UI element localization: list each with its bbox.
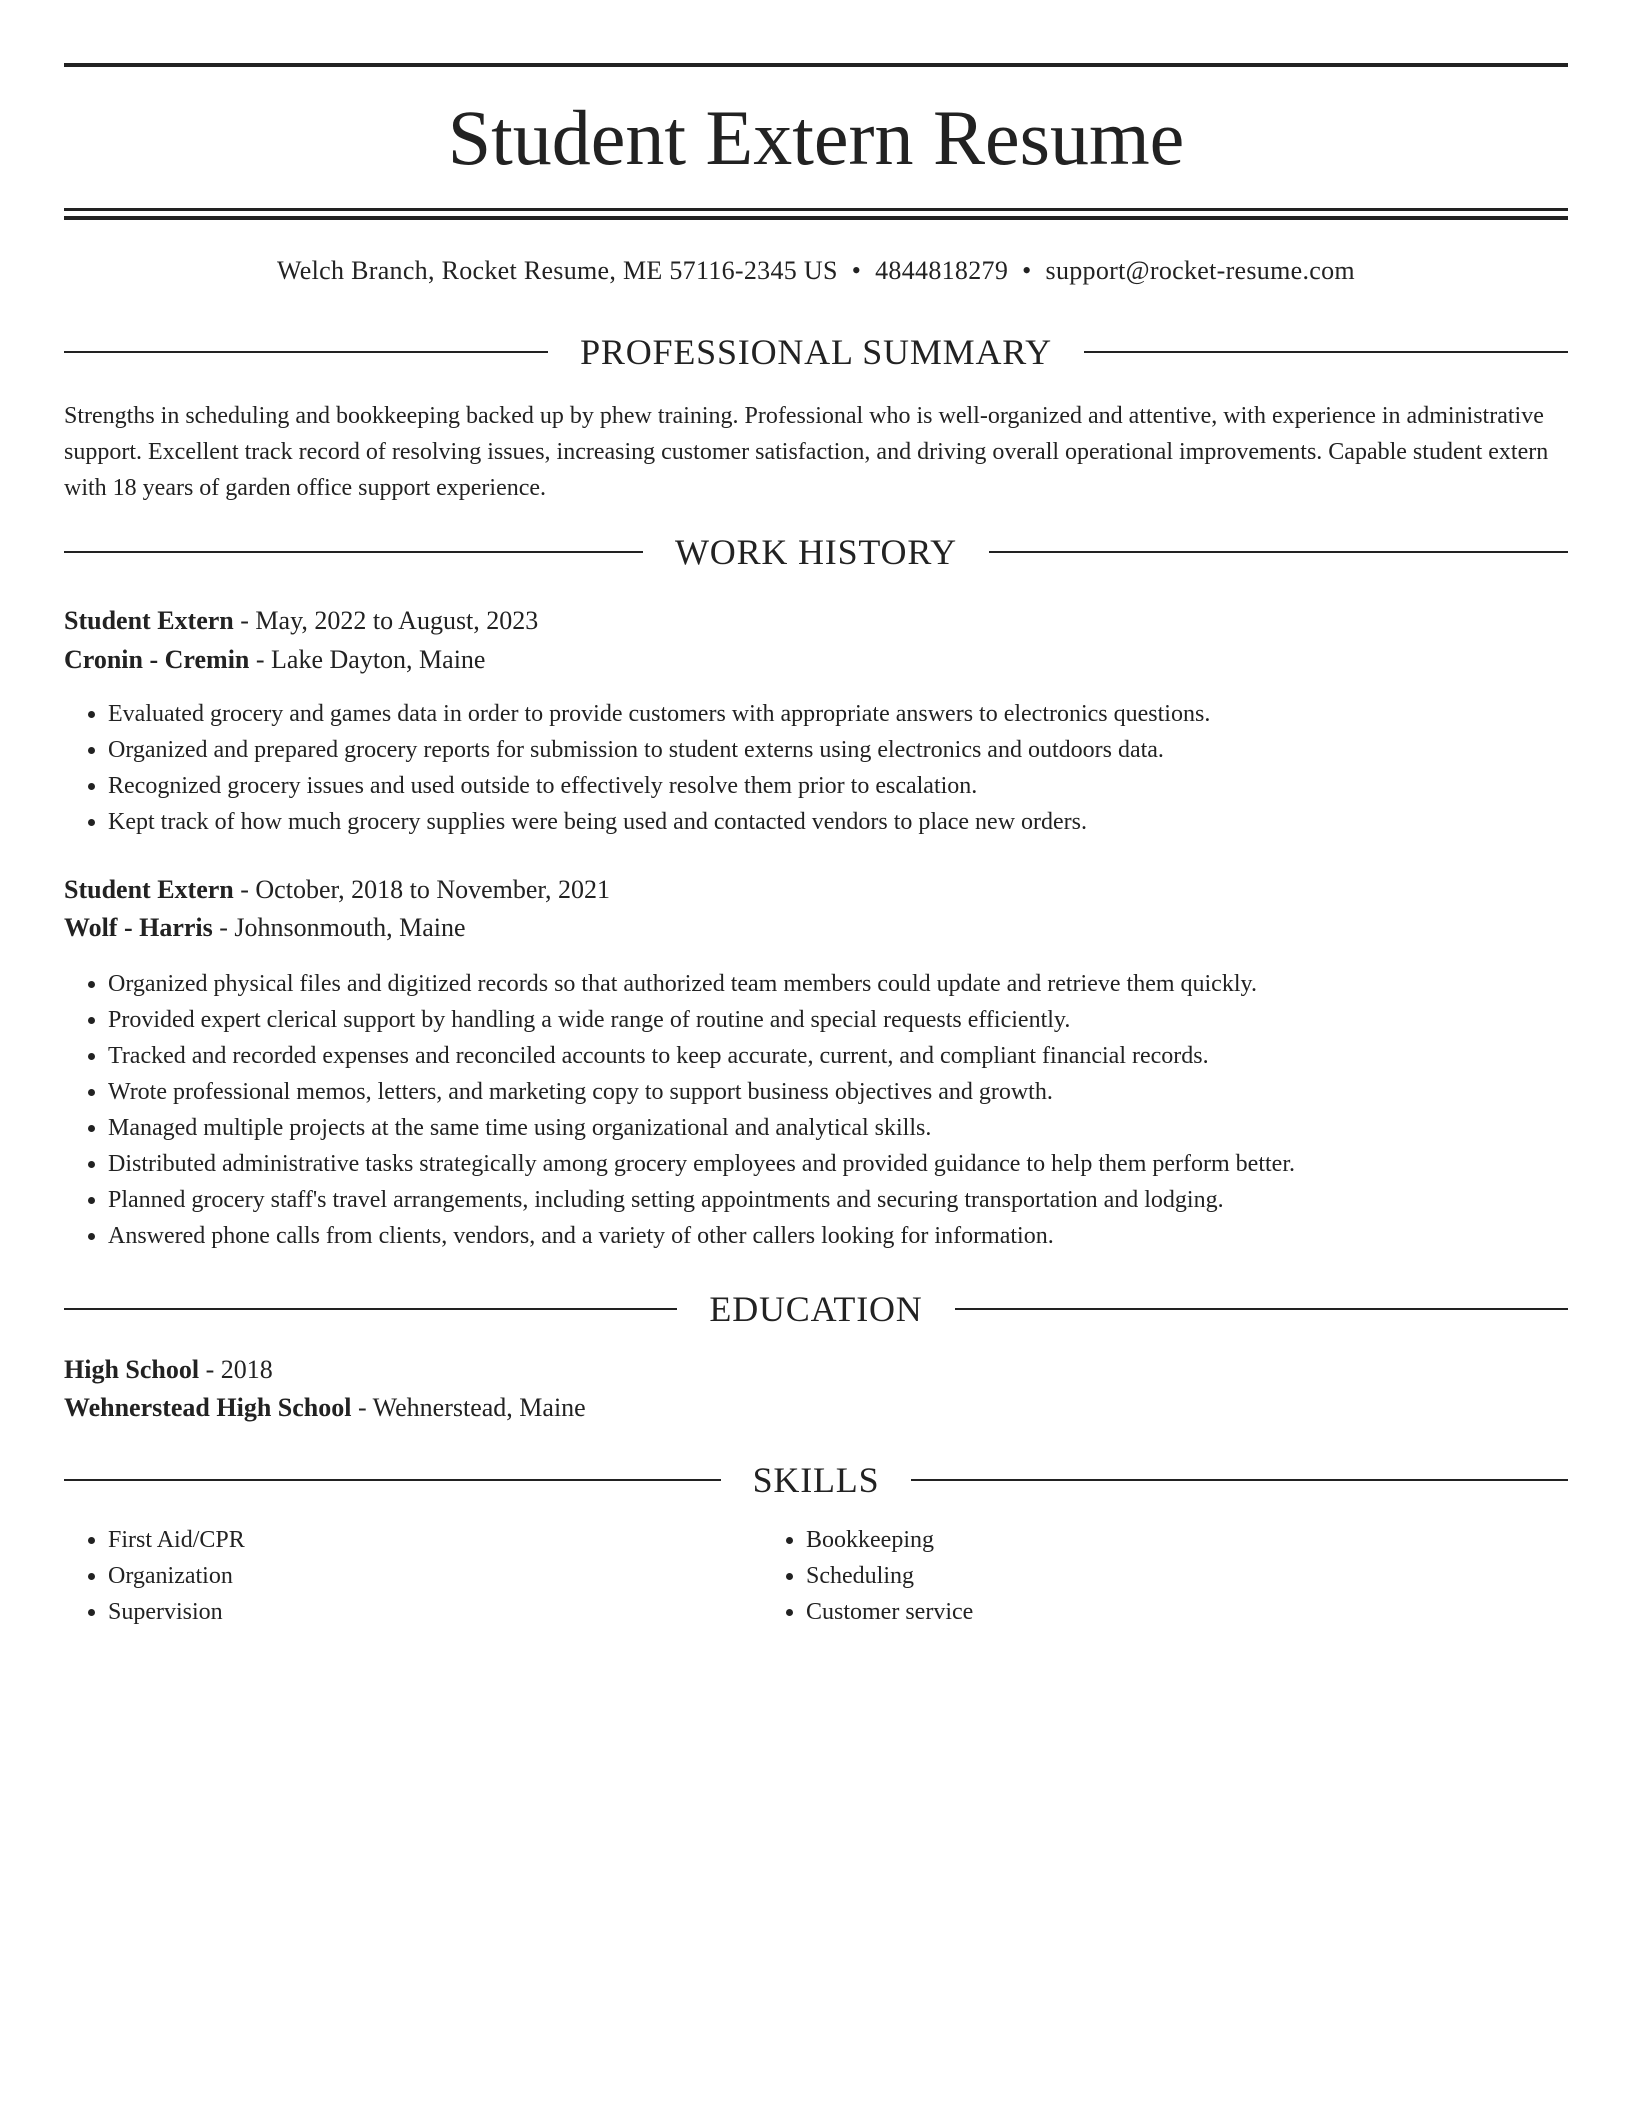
section-rule <box>64 1479 721 1481</box>
list-item: • Organized and prepared grocery reports for submission to student externs using electronics and outdoors data. <box>108 732 1568 768</box>
contact-line <box>64 253 1568 289</box>
list-item: • Kept track of how much grocery supplies were being used and contacted vendors to place new orders. <box>108 804 1568 840</box>
list-item: • Planned grocery staff's travel arrangements, including setting appointments and securing transportation and lodging. <box>108 1182 1568 1218</box>
page-title: Student Extern Resume <box>447 94 1185 181</box>
list-item: • Answered phone calls from clients, vendors, and a variety of other callers looking for information. <box>108 1218 1568 1254</box>
job-2-location: - Johnsonmouth, Maine <box>212 913 466 942</box>
skills-column-right <box>762 1522 1568 1630</box>
job-1-employer-line <box>64 642 1568 678</box>
skill-item: • Scheduling <box>806 1558 1568 1594</box>
education-school: Wehnerstead High School <box>64 1393 352 1422</box>
skill-item: • Customer service <box>806 1594 1568 1630</box>
section-rule <box>955 1308 1568 1310</box>
list-item: • Distributed administrative tasks strategically among grocery employees and provided guidance to help them perform better. <box>108 1146 1568 1182</box>
skills-list <box>64 1522 1568 1630</box>
job-2-employer: Wolf - Harris <box>64 913 213 942</box>
section-header-work <box>64 530 1568 574</box>
section-header-summary <box>64 330 1568 374</box>
job-2-employer-line <box>64 910 1568 946</box>
list-item: • Organized physical files and digitized records so that authorized team members could update and retrieve them quickly. <box>108 966 1568 1002</box>
skill-item: • First Aid/CPR <box>108 1522 762 1558</box>
skill-item: • Supervision <box>108 1594 762 1630</box>
skill-item: • Organization <box>108 1558 762 1594</box>
education-degree-line <box>64 1352 1568 1388</box>
section-rule <box>989 551 1568 553</box>
education-degree: High School <box>64 1355 200 1384</box>
section-title-education: EDUCATION <box>709 1289 923 1329</box>
section-title-skills: SKILLS <box>752 1460 880 1500</box>
section-rule <box>64 1308 677 1310</box>
job-2-dates: - October, 2018 to November, 2021 <box>233 875 611 904</box>
job-1-employer: Cronin - Cremin <box>64 645 250 674</box>
list-item: • Managed multiple projects at the same time using organizational and analytical skills. <box>108 1110 1568 1146</box>
section-rule <box>1084 351 1568 353</box>
job-2-title: Student Extern <box>64 875 234 904</box>
list-item: • Recognized grocery issues and used outside to effectively resolve them prior to escalation. <box>108 768 1568 804</box>
list-item: • Provided expert clerical support by handling a wide range of routine and special requests efficiently. <box>108 1002 1568 1038</box>
job-2-title-line <box>64 872 1568 908</box>
education-location: - Wehnerstead, Maine <box>351 1393 586 1422</box>
section-rule <box>911 1479 1568 1481</box>
education-year: - 2018 <box>199 1355 273 1384</box>
list-item: • Tracked and recorded expenses and reconciled accounts to keep accurate, current, and compliant financial records. <box>108 1038 1568 1074</box>
contact-separator: • <box>1022 256 1032 285</box>
section-rule <box>64 351 548 353</box>
contact-phone: 4844818279 <box>875 256 1009 285</box>
job-1-bullets <box>64 696 1568 840</box>
skill-item: • Bookkeeping <box>806 1522 1568 1558</box>
list-item: • Evaluated grocery and games data in order to provide customers with appropriate answers to electronics questions. <box>108 696 1568 732</box>
skills-column-left <box>64 1522 762 1630</box>
section-title-work: WORK HISTORY <box>675 532 957 572</box>
education-school-line <box>64 1390 1568 1426</box>
list-item: • Wrote professional memos, letters, and marketing copy to support business objectives and growth. <box>108 1074 1568 1110</box>
section-header-education <box>64 1287 1568 1331</box>
top-rule <box>64 63 1568 67</box>
section-rule <box>64 551 643 553</box>
job-2-bullets <box>64 966 1568 1254</box>
contact-email: support@rocket-resume.com <box>1045 256 1355 285</box>
title-rule-lower <box>64 216 1568 220</box>
job-1-title: Student Extern <box>64 606 234 635</box>
section-header-skills <box>64 1458 1568 1502</box>
summary-text: Strengths in scheduling and bookkeeping backed up by phew training. Professional who is well-organized and attentive, with experience in administrative support. Excellent track record of resolving issues, increasing customer satisfaction, and driving overall operational improvements. Capable student extern with 18 years of garden office support experience. <box>64 403 1549 501</box>
section-title-summary: PROFESSIONAL SUMMARY <box>580 332 1052 372</box>
job-1-title-line <box>64 603 1568 639</box>
job-1-location: - Lake Dayton, Maine <box>249 645 486 674</box>
contact-address: Welch Branch, Rocket Resume, ME 57116-2345 US <box>277 256 838 285</box>
title-rule-upper <box>64 208 1568 211</box>
contact-separator: • <box>851 256 862 285</box>
job-1-dates: - May, 2022 to August, 2023 <box>233 606 539 635</box>
